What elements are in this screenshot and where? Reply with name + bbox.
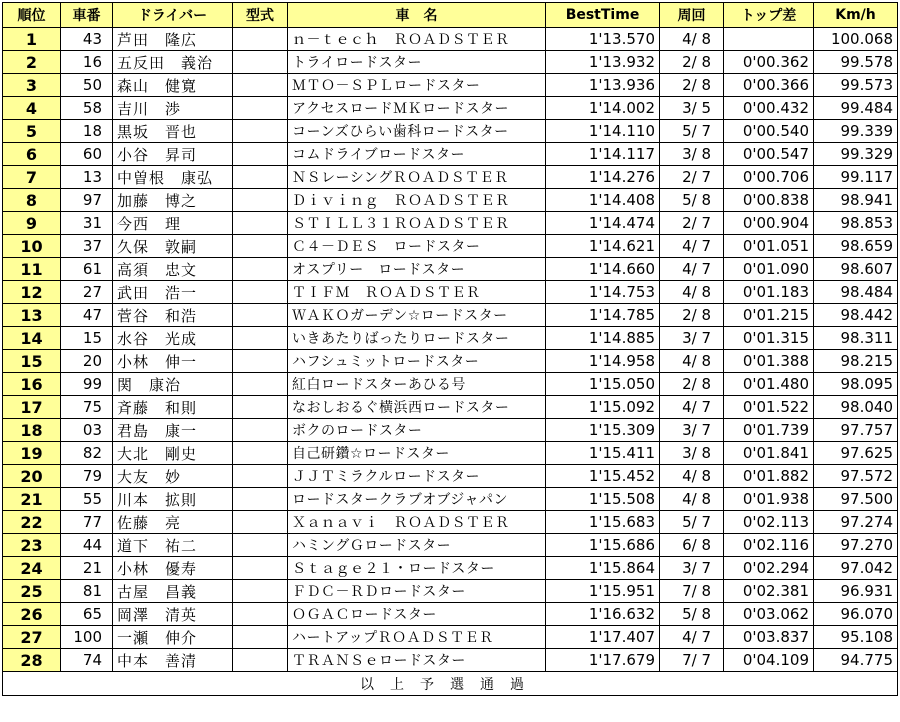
gap-cell: 0'01.938 bbox=[724, 488, 814, 511]
type-cell bbox=[233, 235, 288, 258]
position-cell: 15 bbox=[3, 350, 61, 373]
speed-cell: 94.775 bbox=[814, 649, 898, 672]
header-laps: 周回 bbox=[660, 3, 724, 28]
gap-cell: 0'01.882 bbox=[724, 465, 814, 488]
position-cell: 4 bbox=[3, 97, 61, 120]
gap-cell: 0'00.366 bbox=[724, 74, 814, 97]
speed-cell: 97.500 bbox=[814, 488, 898, 511]
position-cell: 25 bbox=[3, 580, 61, 603]
best-time-cell: 1'14.621 bbox=[546, 235, 660, 258]
car-name-cell: Ｘａｎａｖｉ ＲＯＡＤＳＴＥＲ bbox=[288, 511, 546, 534]
table-row bbox=[3, 97, 898, 120]
speed-cell: 99.339 bbox=[814, 120, 898, 143]
driver-cell: 吉川 渉 bbox=[113, 97, 233, 120]
best-time-cell: 1'14.753 bbox=[546, 281, 660, 304]
best-time-cell: 1'13.570 bbox=[546, 28, 660, 51]
type-cell bbox=[233, 28, 288, 51]
gap-cell: 0'01.841 bbox=[724, 442, 814, 465]
driver-cell: 佐藤 亮 bbox=[113, 511, 233, 534]
gap-cell: 0'01.388 bbox=[724, 350, 814, 373]
type-cell bbox=[233, 74, 288, 97]
driver-cell: 五反田 義治 bbox=[113, 51, 233, 74]
speed-cell: 97.270 bbox=[814, 534, 898, 557]
best-time-cell: 1'13.932 bbox=[546, 51, 660, 74]
car-name-cell: ＴＲＡＮＳｅロードスター bbox=[288, 649, 546, 672]
laps-cell: 2/ 8 bbox=[660, 74, 724, 97]
car-name-cell: オスプリー ロードスター bbox=[288, 258, 546, 281]
type-cell bbox=[233, 603, 288, 626]
best-time-cell: 1'14.110 bbox=[546, 120, 660, 143]
car-name-cell: ＴＩＦＭ ＲＯＡＤＳＴＥＲ bbox=[288, 281, 546, 304]
best-time-cell: 1'17.407 bbox=[546, 626, 660, 649]
type-cell bbox=[233, 350, 288, 373]
table-row bbox=[3, 304, 898, 327]
position-cell: 1 bbox=[3, 28, 61, 51]
header-gap: トップ差 bbox=[724, 3, 814, 28]
car-name-cell: トライロードスター bbox=[288, 51, 546, 74]
driver-cell: 小林 優寿 bbox=[113, 557, 233, 580]
table-row bbox=[3, 166, 898, 189]
speed-cell: 97.274 bbox=[814, 511, 898, 534]
speed-cell: 97.757 bbox=[814, 419, 898, 442]
best-time-cell: 1'14.474 bbox=[546, 212, 660, 235]
car-number-cell: 27 bbox=[61, 281, 113, 304]
type-cell bbox=[233, 258, 288, 281]
type-cell bbox=[233, 143, 288, 166]
gap-cell: 0'00.838 bbox=[724, 189, 814, 212]
driver-cell: 黒坂 晋也 bbox=[113, 120, 233, 143]
gap-cell: 0'02.294 bbox=[724, 557, 814, 580]
car-number-cell: 55 bbox=[61, 488, 113, 511]
laps-cell: 2/ 8 bbox=[660, 51, 724, 74]
type-cell bbox=[233, 373, 288, 396]
speed-cell: 98.040 bbox=[814, 396, 898, 419]
table-row bbox=[3, 442, 898, 465]
position-cell: 18 bbox=[3, 419, 61, 442]
laps-cell: 4/ 8 bbox=[660, 350, 724, 373]
position-cell: 16 bbox=[3, 373, 61, 396]
driver-cell: 高須 忠文 bbox=[113, 258, 233, 281]
driver-cell: 久保 敦嗣 bbox=[113, 235, 233, 258]
type-cell bbox=[233, 649, 288, 672]
car-name-cell: ハートアップＲＯＡＤＳＴＥＲ bbox=[288, 626, 546, 649]
position-cell: 27 bbox=[3, 626, 61, 649]
speed-cell: 98.941 bbox=[814, 189, 898, 212]
speed-cell: 98.095 bbox=[814, 373, 898, 396]
speed-cell: 98.607 bbox=[814, 258, 898, 281]
type-cell bbox=[233, 396, 288, 419]
header-row bbox=[3, 3, 898, 28]
best-time-cell: 1'14.276 bbox=[546, 166, 660, 189]
position-cell: 5 bbox=[3, 120, 61, 143]
gap-cell: 0'00.540 bbox=[724, 120, 814, 143]
laps-cell: 3/ 7 bbox=[660, 327, 724, 350]
table-row bbox=[3, 120, 898, 143]
header-type: 型式 bbox=[233, 3, 288, 28]
laps-cell: 5/ 7 bbox=[660, 511, 724, 534]
speed-cell: 98.215 bbox=[814, 350, 898, 373]
type-cell bbox=[233, 580, 288, 603]
table-row bbox=[3, 580, 898, 603]
car-number-cell: 50 bbox=[61, 74, 113, 97]
laps-cell: 4/ 7 bbox=[660, 258, 724, 281]
best-time-cell: 1'15.686 bbox=[546, 534, 660, 557]
best-time-cell: 1'15.092 bbox=[546, 396, 660, 419]
speed-cell: 99.329 bbox=[814, 143, 898, 166]
type-cell bbox=[233, 442, 288, 465]
position-cell: 9 bbox=[3, 212, 61, 235]
laps-cell: 5/ 8 bbox=[660, 189, 724, 212]
speed-cell: 97.042 bbox=[814, 557, 898, 580]
car-number-cell: 99 bbox=[61, 373, 113, 396]
gap-cell: 0'01.315 bbox=[724, 327, 814, 350]
car-name-cell: ＪＪＴミラクルロードスター bbox=[288, 465, 546, 488]
best-time-cell: 1'14.785 bbox=[546, 304, 660, 327]
car-number-cell: 61 bbox=[61, 258, 113, 281]
car-name-cell: コーンズひらい歯科ロードスター bbox=[288, 120, 546, 143]
driver-cell: 川本 拡則 bbox=[113, 488, 233, 511]
position-cell: 6 bbox=[3, 143, 61, 166]
position-cell: 3 bbox=[3, 74, 61, 97]
type-cell bbox=[233, 626, 288, 649]
table-row bbox=[3, 258, 898, 281]
table-row bbox=[3, 557, 898, 580]
type-cell bbox=[233, 281, 288, 304]
car-name-cell: Ｃ４－ＤＥＳ ロードスター bbox=[288, 235, 546, 258]
best-time-cell: 1'15.951 bbox=[546, 580, 660, 603]
gap-cell: 0'00.547 bbox=[724, 143, 814, 166]
type-cell bbox=[233, 327, 288, 350]
car-name-cell: なおしおるぐ横浜西ロードスター bbox=[288, 396, 546, 419]
header-speed: Km/h bbox=[814, 3, 898, 28]
table-row bbox=[3, 419, 898, 442]
position-cell: 11 bbox=[3, 258, 61, 281]
position-cell: 21 bbox=[3, 488, 61, 511]
speed-cell: 99.117 bbox=[814, 166, 898, 189]
type-cell bbox=[233, 97, 288, 120]
table-row bbox=[3, 189, 898, 212]
laps-cell: 3/ 7 bbox=[660, 419, 724, 442]
laps-cell: 4/ 7 bbox=[660, 396, 724, 419]
car-number-cell: 21 bbox=[61, 557, 113, 580]
table-row bbox=[3, 649, 898, 672]
gap-cell: 0'01.739 bbox=[724, 419, 814, 442]
type-cell bbox=[233, 166, 288, 189]
car-number-cell: 13 bbox=[61, 166, 113, 189]
table-row bbox=[3, 396, 898, 419]
table-row bbox=[3, 74, 898, 97]
gap-cell: 0'01.051 bbox=[724, 235, 814, 258]
table-row bbox=[3, 235, 898, 258]
header-driver: ドライバー bbox=[113, 3, 233, 28]
driver-cell: 大友 妙 bbox=[113, 465, 233, 488]
speed-cell: 98.659 bbox=[814, 235, 898, 258]
driver-cell: 中曽根 康弘 bbox=[113, 166, 233, 189]
laps-cell: 4/ 7 bbox=[660, 235, 724, 258]
speed-cell: 97.572 bbox=[814, 465, 898, 488]
driver-cell: 森山 健寛 bbox=[113, 74, 233, 97]
driver-cell: 小谷 昇司 bbox=[113, 143, 233, 166]
best-time-cell: 1'15.411 bbox=[546, 442, 660, 465]
car-name-cell: ＦＤＣ－ＲＤロードスター bbox=[288, 580, 546, 603]
speed-cell: 96.931 bbox=[814, 580, 898, 603]
gap-cell: 0'04.109 bbox=[724, 649, 814, 672]
best-time-cell: 1'14.660 bbox=[546, 258, 660, 281]
gap-cell: 0'02.116 bbox=[724, 534, 814, 557]
car-number-cell: 44 bbox=[61, 534, 113, 557]
position-cell: 17 bbox=[3, 396, 61, 419]
speed-cell: 95.108 bbox=[814, 626, 898, 649]
car-number-cell: 43 bbox=[61, 28, 113, 51]
driver-cell: 岡澤 清英 bbox=[113, 603, 233, 626]
car-number-cell: 20 bbox=[61, 350, 113, 373]
driver-cell: 武田 浩一 bbox=[113, 281, 233, 304]
table-row bbox=[3, 465, 898, 488]
position-cell: 19 bbox=[3, 442, 61, 465]
car-number-cell: 81 bbox=[61, 580, 113, 603]
best-time-cell: 1'15.508 bbox=[546, 488, 660, 511]
gap-cell: 0'01.480 bbox=[724, 373, 814, 396]
speed-cell: 96.070 bbox=[814, 603, 898, 626]
gap-cell: 0'03.062 bbox=[724, 603, 814, 626]
gap-cell: 0'01.090 bbox=[724, 258, 814, 281]
car-number-cell: 60 bbox=[61, 143, 113, 166]
car-name-cell: Ｓｔａｇｅ２１・ロードスター bbox=[288, 557, 546, 580]
car-number-cell: 03 bbox=[61, 419, 113, 442]
car-number-cell: 74 bbox=[61, 649, 113, 672]
type-cell bbox=[233, 465, 288, 488]
gap-cell: 0'00.706 bbox=[724, 166, 814, 189]
best-time-cell: 1'15.050 bbox=[546, 373, 660, 396]
car-name-cell: ロードスタークラブオブジャパン bbox=[288, 488, 546, 511]
gap-cell: 0'01.183 bbox=[724, 281, 814, 304]
car-name-cell: いきあたりばったりロードスター bbox=[288, 327, 546, 350]
car-name-cell: 紅白ロードスターあひる号 bbox=[288, 373, 546, 396]
car-number-cell: 16 bbox=[61, 51, 113, 74]
type-cell bbox=[233, 534, 288, 557]
results-body bbox=[3, 28, 898, 672]
table-row bbox=[3, 488, 898, 511]
type-cell bbox=[233, 120, 288, 143]
position-cell: 12 bbox=[3, 281, 61, 304]
car-name-cell: ボクのロードスター bbox=[288, 419, 546, 442]
driver-cell: 水谷 光成 bbox=[113, 327, 233, 350]
driver-cell: 小林 伸一 bbox=[113, 350, 233, 373]
speed-cell: 98.311 bbox=[814, 327, 898, 350]
laps-cell: 4/ 8 bbox=[660, 28, 724, 51]
header-best-time: BestTime bbox=[546, 3, 660, 28]
table-row bbox=[3, 212, 898, 235]
car-name-cell: ハミングＧロードスター bbox=[288, 534, 546, 557]
position-cell: 24 bbox=[3, 557, 61, 580]
type-cell bbox=[233, 488, 288, 511]
best-time-cell: 1'15.309 bbox=[546, 419, 660, 442]
driver-cell: 菅谷 和浩 bbox=[113, 304, 233, 327]
position-cell: 7 bbox=[3, 166, 61, 189]
laps-cell: 4/ 8 bbox=[660, 281, 724, 304]
speed-cell: 100.068 bbox=[814, 28, 898, 51]
laps-cell: 2/ 8 bbox=[660, 304, 724, 327]
car-number-cell: 79 bbox=[61, 465, 113, 488]
driver-cell: 今西 理 bbox=[113, 212, 233, 235]
type-cell bbox=[233, 304, 288, 327]
position-cell: 20 bbox=[3, 465, 61, 488]
type-cell bbox=[233, 212, 288, 235]
position-cell: 14 bbox=[3, 327, 61, 350]
position-cell: 22 bbox=[3, 511, 61, 534]
results-sheet bbox=[2, 2, 897, 696]
table-row bbox=[3, 626, 898, 649]
speed-cell: 97.625 bbox=[814, 442, 898, 465]
driver-cell: 君島 康一 bbox=[113, 419, 233, 442]
gap-cell: 0'02.381 bbox=[724, 580, 814, 603]
gap-cell: 0'00.432 bbox=[724, 97, 814, 120]
position-cell: 26 bbox=[3, 603, 61, 626]
position-cell: 23 bbox=[3, 534, 61, 557]
driver-cell: 加藤 博之 bbox=[113, 189, 233, 212]
car-number-cell: 65 bbox=[61, 603, 113, 626]
gap-cell: 0'03.837 bbox=[724, 626, 814, 649]
qualifying-results-table bbox=[2, 2, 898, 696]
best-time-cell: 1'17.679 bbox=[546, 649, 660, 672]
header-position: 順位 bbox=[3, 3, 61, 28]
laps-cell: 3/ 8 bbox=[660, 442, 724, 465]
type-cell bbox=[233, 51, 288, 74]
type-cell bbox=[233, 189, 288, 212]
qualified-note: 以上予選通過 bbox=[3, 672, 898, 696]
laps-cell: 3/ 8 bbox=[660, 143, 724, 166]
driver-cell: 古屋 昌義 bbox=[113, 580, 233, 603]
laps-cell: 6/ 8 bbox=[660, 534, 724, 557]
type-cell bbox=[233, 511, 288, 534]
laps-cell: 4/ 8 bbox=[660, 465, 724, 488]
car-name-cell: Ｄｉｖｉｎｇ ＲＯＡＤＳＴＥＲ bbox=[288, 189, 546, 212]
laps-cell: 5/ 8 bbox=[660, 603, 724, 626]
table-row bbox=[3, 28, 898, 51]
laps-cell: 2/ 8 bbox=[660, 373, 724, 396]
gap-cell: 0'00.362 bbox=[724, 51, 814, 74]
table-row bbox=[3, 327, 898, 350]
gap-cell: 0'01.522 bbox=[724, 396, 814, 419]
best-time-cell: 1'16.632 bbox=[546, 603, 660, 626]
speed-cell: 99.573 bbox=[814, 74, 898, 97]
laps-cell: 3/ 5 bbox=[660, 97, 724, 120]
driver-cell: 斉藤 和則 bbox=[113, 396, 233, 419]
position-cell: 8 bbox=[3, 189, 61, 212]
gap-cell: 0'02.113 bbox=[724, 511, 814, 534]
position-cell: 10 bbox=[3, 235, 61, 258]
laps-cell: 3/ 7 bbox=[660, 557, 724, 580]
laps-cell: 2/ 7 bbox=[660, 212, 724, 235]
car-number-cell: 77 bbox=[61, 511, 113, 534]
car-name-cell: アクセスロードＭＫロードスター bbox=[288, 97, 546, 120]
car-name-cell: ハフシュミットロードスター bbox=[288, 350, 546, 373]
driver-cell: 大北 剛史 bbox=[113, 442, 233, 465]
speed-cell: 99.578 bbox=[814, 51, 898, 74]
driver-cell: 中本 善清 bbox=[113, 649, 233, 672]
car-name-cell: ＯＧＡＣロードスター bbox=[288, 603, 546, 626]
table-row bbox=[3, 281, 898, 304]
table-row bbox=[3, 373, 898, 396]
car-number-cell: 37 bbox=[61, 235, 113, 258]
speed-cell: 98.853 bbox=[814, 212, 898, 235]
best-time-cell: 1'14.408 bbox=[546, 189, 660, 212]
car-number-cell: 97 bbox=[61, 189, 113, 212]
laps-cell: 4/ 7 bbox=[660, 626, 724, 649]
gap-cell: 0'01.215 bbox=[724, 304, 814, 327]
gap-cell bbox=[724, 28, 814, 51]
speed-cell: 99.484 bbox=[814, 97, 898, 120]
table-row bbox=[3, 350, 898, 373]
speed-cell: 98.442 bbox=[814, 304, 898, 327]
car-name-cell: ＳＴＩＬＬ３１ＲＯＡＤＳＴＥＲ bbox=[288, 212, 546, 235]
car-number-cell: 31 bbox=[61, 212, 113, 235]
laps-cell: 5/ 7 bbox=[660, 120, 724, 143]
car-number-cell: 15 bbox=[61, 327, 113, 350]
table-row bbox=[3, 534, 898, 557]
laps-cell: 7/ 7 bbox=[660, 649, 724, 672]
car-number-cell: 18 bbox=[61, 120, 113, 143]
footer-row bbox=[3, 672, 898, 696]
header-car-name: 車 名 bbox=[288, 3, 546, 28]
car-name-cell: ＮＳレーシングＲＯＡＤＳＴＥＲ bbox=[288, 166, 546, 189]
type-cell bbox=[233, 419, 288, 442]
table-row bbox=[3, 143, 898, 166]
best-time-cell: 1'14.117 bbox=[546, 143, 660, 166]
best-time-cell: 1'13.936 bbox=[546, 74, 660, 97]
driver-cell: 芦田 隆広 bbox=[113, 28, 233, 51]
car-name-cell: 自己研鑽☆ロードスター bbox=[288, 442, 546, 465]
driver-cell: 一瀬 伸介 bbox=[113, 626, 233, 649]
table-row bbox=[3, 511, 898, 534]
laps-cell: 4/ 8 bbox=[660, 488, 724, 511]
laps-cell: 2/ 7 bbox=[660, 166, 724, 189]
best-time-cell: 1'14.002 bbox=[546, 97, 660, 120]
table-row bbox=[3, 603, 898, 626]
header-car-number: 車番 bbox=[61, 3, 113, 28]
gap-cell: 0'00.904 bbox=[724, 212, 814, 235]
car-name-cell: ＷＡＫＯガーデン☆ロードスター bbox=[288, 304, 546, 327]
best-time-cell: 1'15.683 bbox=[546, 511, 660, 534]
car-number-cell: 47 bbox=[61, 304, 113, 327]
position-cell: 13 bbox=[3, 304, 61, 327]
type-cell bbox=[233, 557, 288, 580]
car-number-cell: 82 bbox=[61, 442, 113, 465]
car-name-cell: ＭＴＯ－ＳＰＬロードスター bbox=[288, 74, 546, 97]
car-name-cell: ｎ－ｔｅｃｈ ＲＯＡＤＳＴＥＲ bbox=[288, 28, 546, 51]
best-time-cell: 1'15.452 bbox=[546, 465, 660, 488]
best-time-cell: 1'15.864 bbox=[546, 557, 660, 580]
driver-cell: 関 康治 bbox=[113, 373, 233, 396]
car-number-cell: 100 bbox=[61, 626, 113, 649]
table-row bbox=[3, 51, 898, 74]
position-cell: 28 bbox=[3, 649, 61, 672]
car-number-cell: 58 bbox=[61, 97, 113, 120]
driver-cell: 道下 祐二 bbox=[113, 534, 233, 557]
best-time-cell: 1'14.885 bbox=[546, 327, 660, 350]
position-cell: 2 bbox=[3, 51, 61, 74]
car-name-cell: コムドライブロードスター bbox=[288, 143, 546, 166]
laps-cell: 7/ 8 bbox=[660, 580, 724, 603]
best-time-cell: 1'14.958 bbox=[546, 350, 660, 373]
car-number-cell: 75 bbox=[61, 396, 113, 419]
speed-cell: 98.484 bbox=[814, 281, 898, 304]
